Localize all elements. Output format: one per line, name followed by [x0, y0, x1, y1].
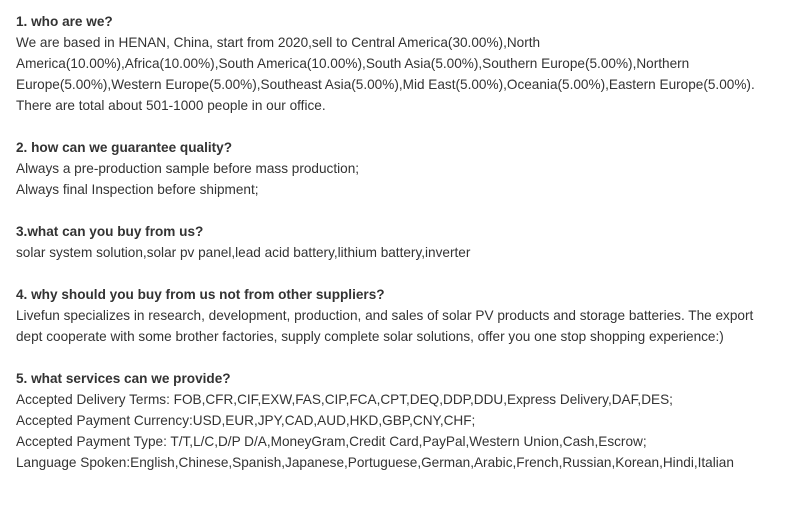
- faq-answer-line: Always final Inspection before shipment;: [16, 182, 259, 197]
- faq-answer-line: Always a pre-production sample before mass production;: [16, 161, 360, 176]
- faq-answer: [16, 305, 776, 347]
- faq-answer: [16, 242, 776, 263]
- faq-answer-line: We are based in HENAN, China, start from 2020,sell to Central America(30.00%),North America(10.00%),Africa(10.00%),South America(10.00%),South Asia(5.00%),Southern Europe(5.00%),Northern Europe(5.00%),Western Europe(5.00%),Southeast Asia(5.00%),Mid East(5.00%),Oceania(5.00%),Eastern Europe(5.00%). There are total about 501-1000 people in our office.: [16, 35, 755, 113]
- faq-question: 4. why should you buy from us not from other suppliers?: [16, 287, 385, 302]
- faq-section-who-are-we: [16, 11, 776, 116]
- faq-answer-line: Language Spoken:English,Chinese,Spanish,Japanese,Portuguese,German,Arabic,French,Russian,Korean,Hindi,Italian: [16, 455, 734, 470]
- faq-answer-line: Accepted Payment Type: T/T,L/C,D/P D/A,MoneyGram,Credit Card,PayPal,Western Union,Cash,Escrow;: [16, 434, 647, 449]
- faq-answer-line: solar system solution,solar pv panel,lead acid battery,lithium battery,inverter: [16, 245, 471, 260]
- faq-question: 2. how can we guarantee quality?: [16, 140, 233, 155]
- faq-answer: [16, 389, 776, 473]
- faq-section-products: [16, 221, 776, 263]
- faq-list: [16, 11, 776, 494]
- faq-answer-line: Accepted Delivery Terms: FOB,CFR,CIF,EXW,FAS,CIP,FCA,CPT,DEQ,DDP,DDU,Express Delivery,DAF,DES;: [16, 392, 673, 407]
- faq-answer: [16, 32, 776, 116]
- faq-question: 5. what services can we provide?: [16, 371, 231, 386]
- faq-answer-line: Accepted Payment Currency:USD,EUR,JPY,CAD,AUD,HKD,GBP,CNY,CHF;: [16, 413, 476, 428]
- faq-section-services: [16, 368, 776, 473]
- faq-section-why-us: [16, 284, 776, 347]
- faq-section-quality: [16, 137, 776, 200]
- faq-question: 1. who are we?: [16, 14, 113, 29]
- faq-answer-line: Livefun specializes in research, development, production, and sales of solar PV products and storage batteries. The export dept cooperate with some brother factories, supply complete solar solutions, offer you one stop shopping experience:): [16, 308, 754, 344]
- faq-answer: [16, 158, 776, 200]
- faq-question: 3.what can you buy from us?: [16, 224, 204, 239]
